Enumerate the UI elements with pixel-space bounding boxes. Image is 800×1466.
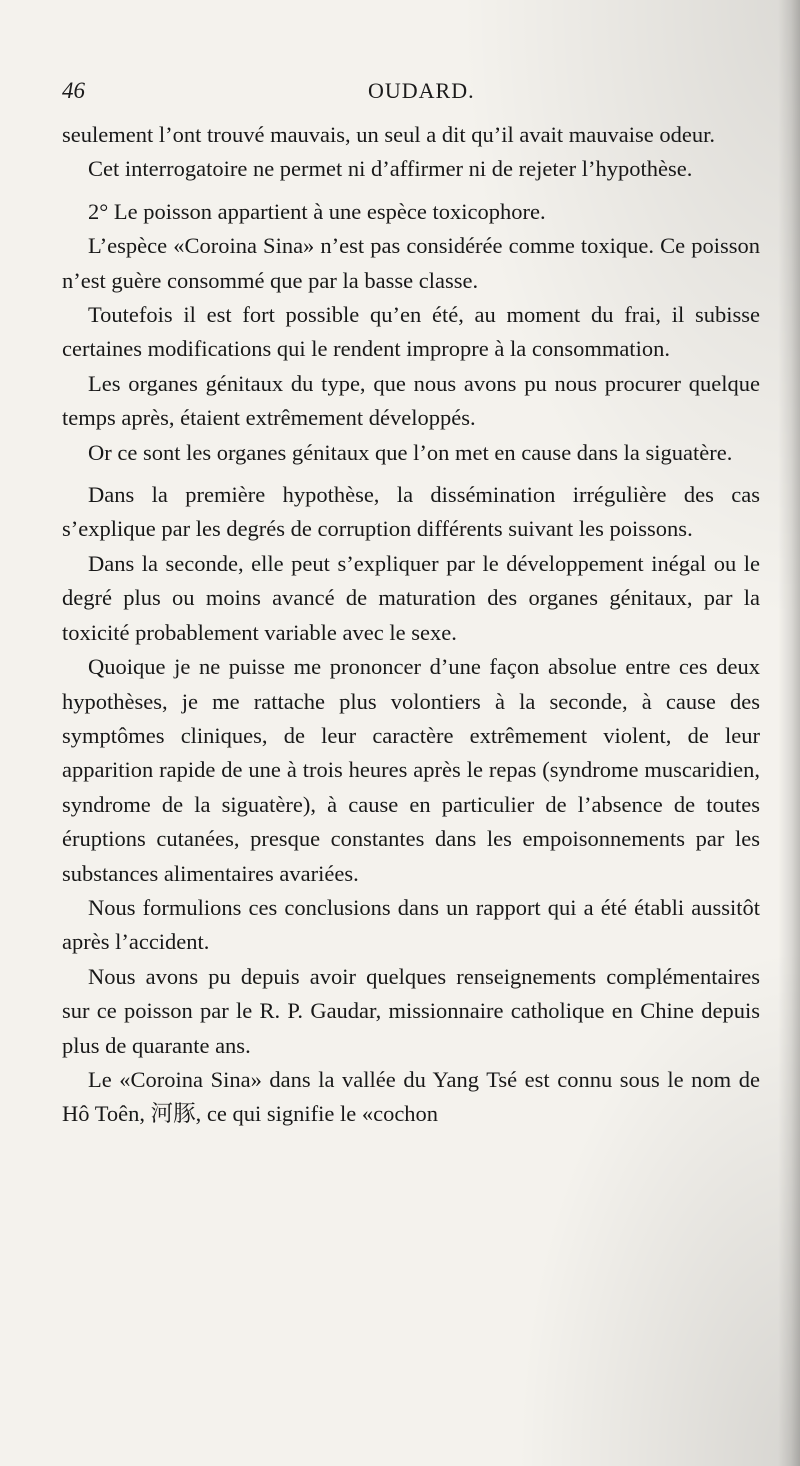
page-header: [58, 78, 758, 110]
paragraph: Le «Coroina Sina» dans la vallée du Yang Tsé est connu sous le nom de Hô Toên, 河豚, ce qui signifie le «cochon: [62, 1066, 760, 1127]
paragraph: L’espèce «Coroina Sina» n’est pas considérée comme toxique. Ce poisson n’est guère consommé que par la basse classe.: [62, 233, 760, 293]
paragraph: Nous avons pu depuis avoir quelques renseignements complémentaires sur ce poisson par le R. P. Gaudar, missionnaire catholique en Chine depuis plus de quarante ans.: [62, 963, 760, 1058]
paragraph: Cet interrogatoire ne permet ni d’affirmer ni de rejeter l’hypothèse.: [88, 156, 693, 182]
paragraph: Dans la première hypothèse, la dissémination irrégulière des cas s’explique par les degrés de corruption différents suivant les poissons.: [62, 482, 760, 542]
paragraph: seulement l’ont trouvé mauvais, un seul a dit qu’il avait mauvaise odeur.: [62, 122, 715, 147]
paragraph: 2° Le poisson appartient à une espèce toxicophore.: [88, 198, 546, 224]
body-text: [62, 118, 760, 1132]
page-edge-shadow: [778, 0, 800, 1466]
paragraph: Dans la seconde, elle peut s’expliquer par le développement inégal ou le degré plus ou moins avancé de maturation des organes génitaux, par la toxicité probablement variable avec le sexe.: [62, 550, 760, 645]
paragraph: Or ce sont les organes génitaux que l’on met en cause dans la siguatère.: [88, 439, 733, 465]
running-head: OUDARD.: [368, 78, 475, 103]
paragraph: Les organes génitaux du type, que nous avons pu nous procurer quelque temps après, étaient extrêmement développés.: [62, 370, 760, 431]
paragraph: Quoique je ne puisse me prononcer d’une façon absolue entre ces deux hypothèses, je me rattache plus volontiers à la seconde, à cause des symptômes cliniques, de leur caractère extrêmement violent, de leur apparition rapide de une à trois heures après le repas (syndrome muscaridien, syndrome de la siguatère), à cause en particulier de l’absence de toutes éruptions cutanées, presque constantes dans les empoisonnements par les substances alimentaires avariées.: [62, 654, 760, 886]
page-number: 46: [62, 78, 85, 103]
paragraph: Toutefois il est fort possible qu’en été, au moment du frai, il subisse certaines modifications qui le rendent impropre à la consommation.: [62, 302, 760, 362]
paragraph: Nous formulions ces conclusions dans un rapport qui a été établi aussitôt après l’accident.: [62, 894, 760, 955]
